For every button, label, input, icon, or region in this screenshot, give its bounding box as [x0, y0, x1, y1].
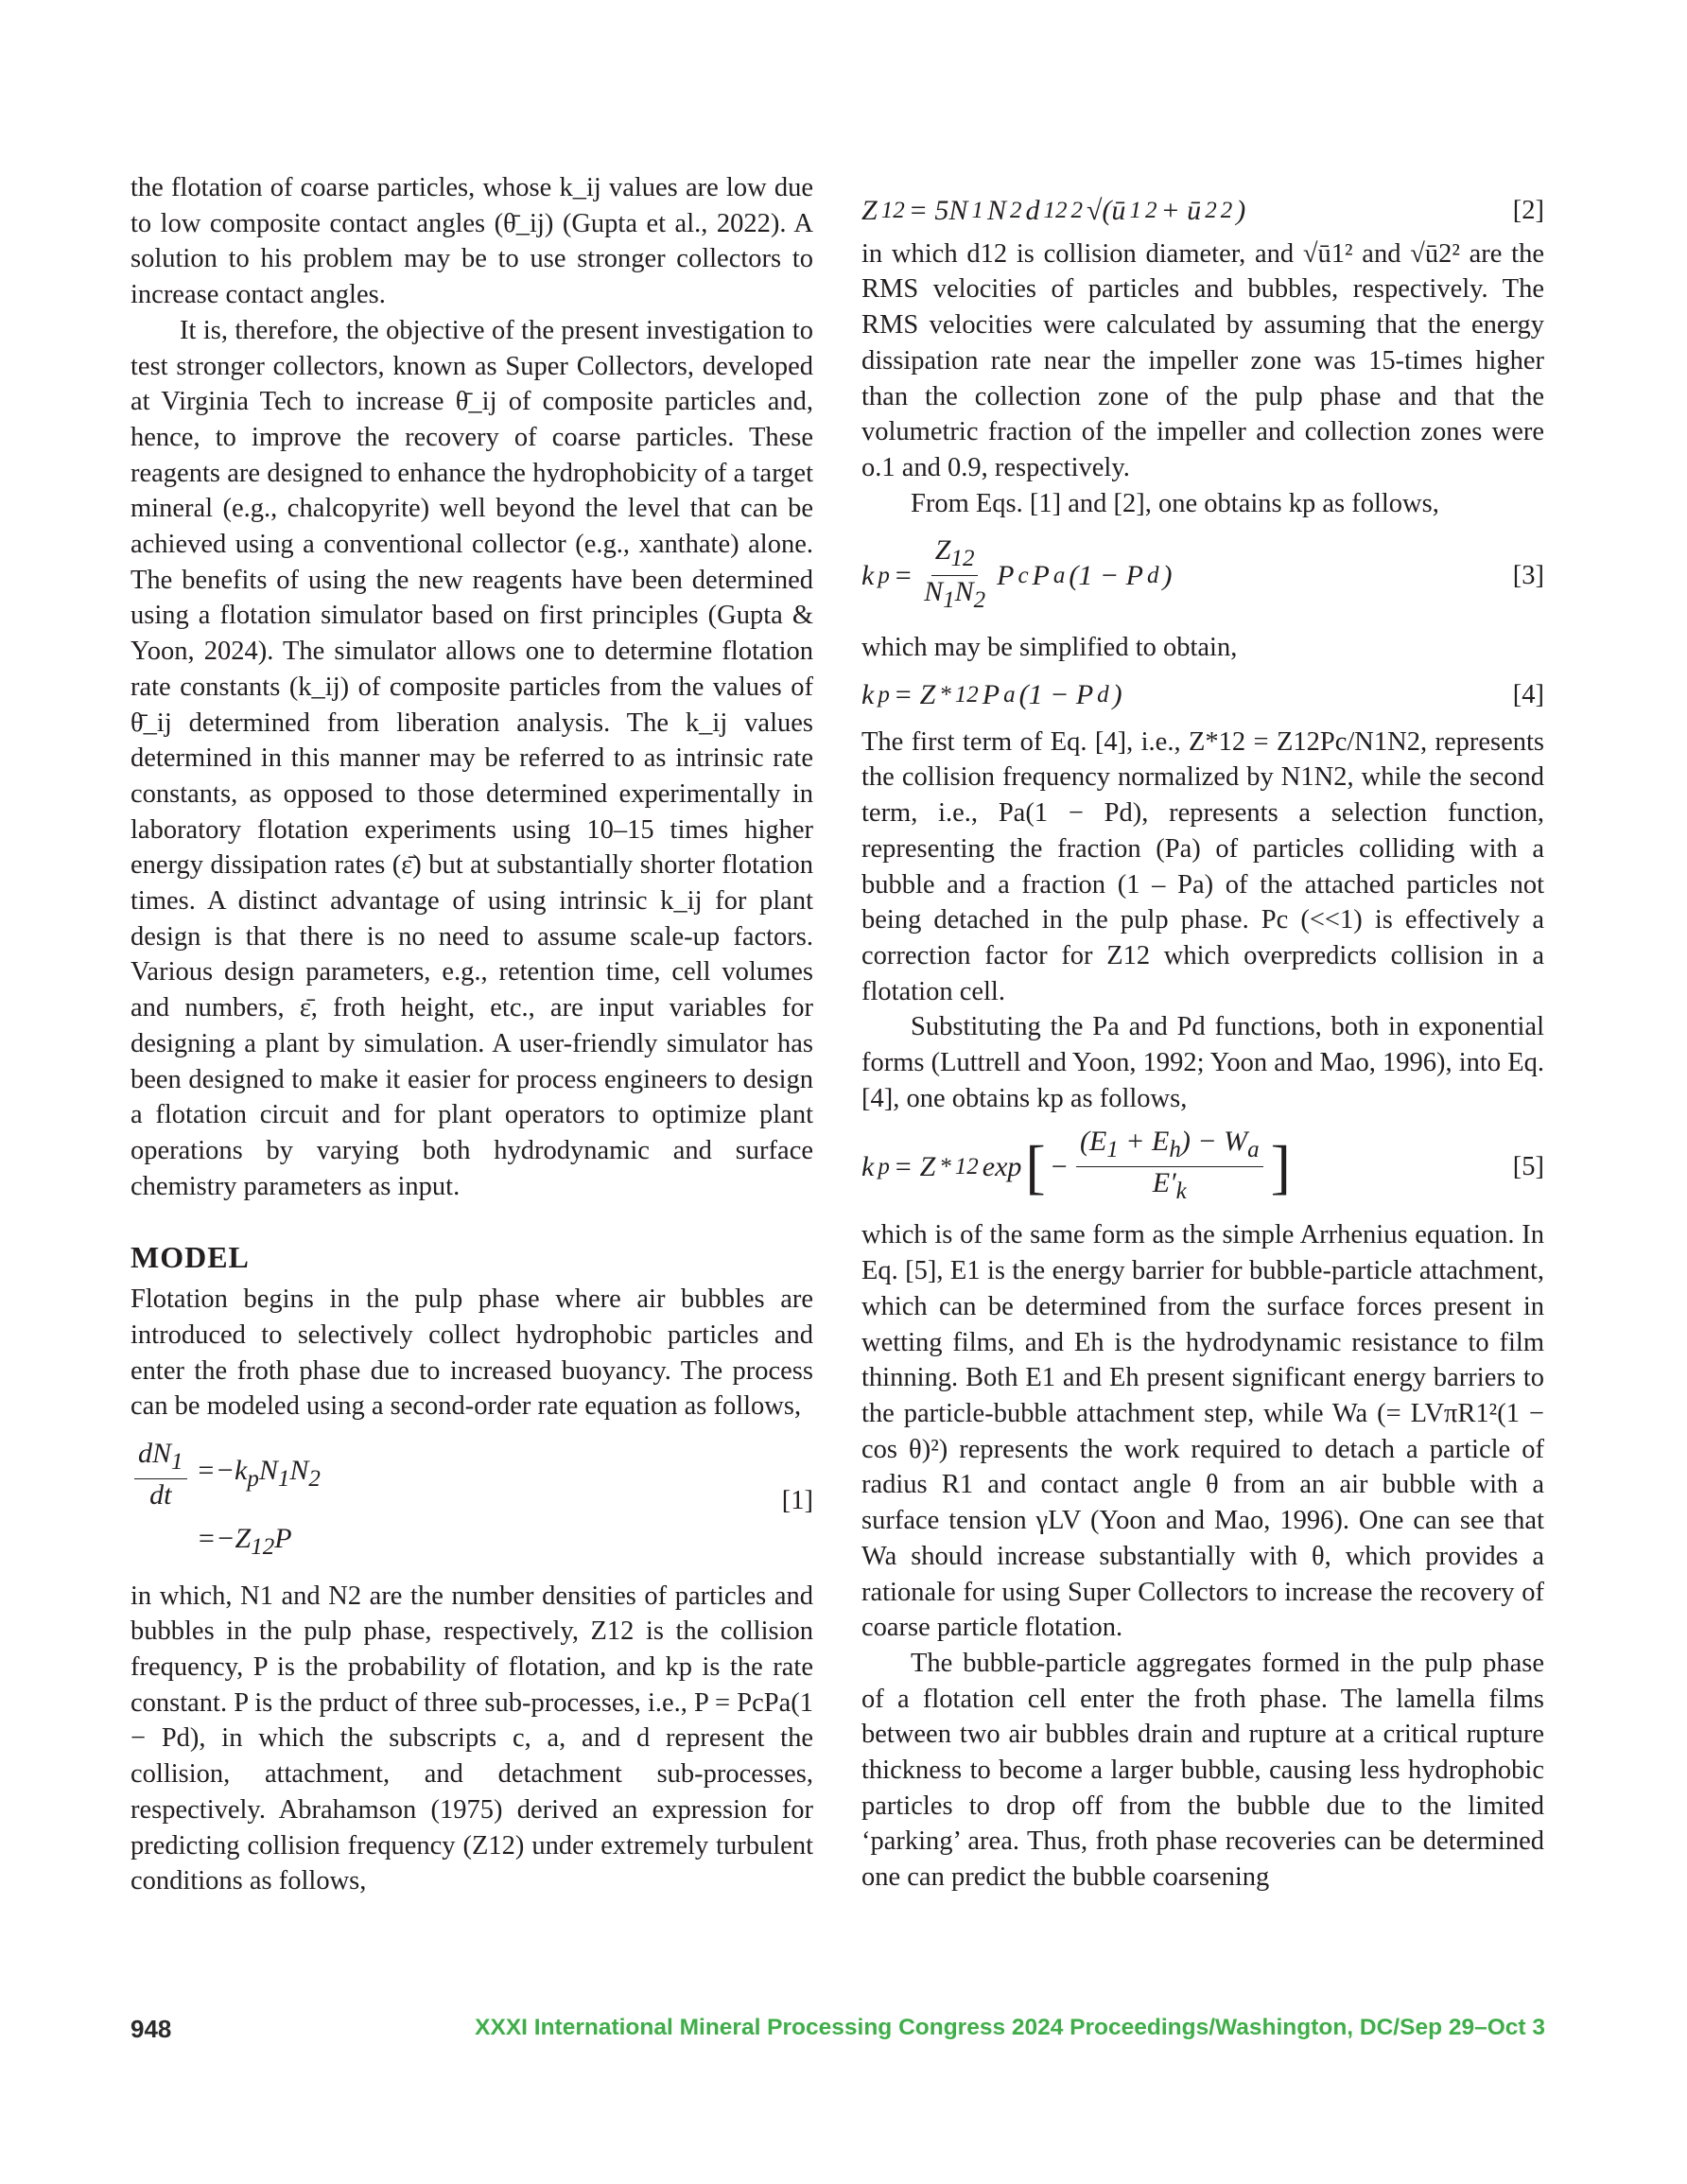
paragraph: Substituting the Pa and Pd functions, both in exponential forms (Luttrell and Yoon, 1992; Yoon and Mao, 1996), into Eq. [4], one obtains kp as follows,: [861, 1012, 1544, 1113]
paragraph: Flotation begins in the pulp phase where air bubbles are introduced to selectively collect hydrophobic particles and enter the froth phase due to increased buoyancy. The process can be modeled using a second-order rate equation as follows,: [130, 1284, 813, 1422]
equation-5: k p = Z * 12 exp [ − $\frac{(E_1 + E_h) - W_a}{E'_k}$ ] [5]: [861, 1126, 1544, 1205]
equation-1: $\frac{dN_1}{dt}$ $=-k_pN_1N_2$ $=-Z_{12}P$ [1]: [130, 1438, 813, 1565]
paragraph: It is, therefore, the objective of the present investigation to test stronger collectors, known as Super Collectors, developed at Virginia Tech to increase θ̄_ij of composite particles and, hence, to improve the recovery of coarse particles. These reagents are designed to enhance the hydrophobicity of a target mineral (e.g., chalcopyrite) well beyond the level that can be achieved using a conventional collector (e.g., xanthate) alone. The benefits of using the new reagents have been determined using a flotation simulator based on first principles (Gupta & Yoon, 2024). The simulator allows one to determine flotation rate constants (k_ij) of composite particles from the values of θ̄_ij determined from liberation analysis. The k_ij values determined in this manner may be referred to as intrinsic rate constants, as opposed to those determined experimentally in laboratory flotation experiments using 10–15 times higher energy dissipation rates (ε̄) but at substantially shorter flotation times. A distinct advantage of using intrinsic k_ij for plant design is that there is no need to assume scale-up factors. Various design parameters, e.g., retention time, cell volumes and numbers, ε̄, froth height, etc., are input variables for designing a plant by simulation. A user-friendly simulator has been designed to make it easier for process engineers to design a flotation circuit and for plant operators to optimize plant operations by varying both hydrodynamic and surface chemistry parameters as input.: [130, 315, 813, 1201]
paragraph: in which d12 is collision diameter, and √ū1² and √ū2² are the RMS velocities of particles and bubbles, respectively. The RMS velocities were calculated by assuming that the energy dissipation rate near the impeller zone was 15-times higher than the collection zone of the pulp phase and that the volumetric fraction of the impeller and collection zones were o.1 and 0.9, respectively.: [861, 238, 1544, 482]
running-footer: XXXI International Mineral Processing Congress 2024 Proceedings/Washington, DC/Sep 29–Oct 3: [475, 2015, 1545, 2040]
paragraph: which may be simplified to obtain,: [861, 633, 1238, 663]
equation-number: [1]: [781, 1486, 813, 1516]
page-number: 948: [130, 2015, 172, 2043]
left-column: [130, 170, 813, 1899]
paragraph: From Eqs. [1] and [2], one obtains kp as follows,: [911, 488, 1439, 518]
equation-2: Z 12 = 5N 1 N 2 d 12 2 √(ū 1 2 + ū 2 2 ) [2]: [861, 193, 1544, 229]
right-column: [861, 185, 1544, 1896]
section-heading: MODEL: [130, 1240, 250, 1275]
paragraph: which is of the same form as the simple Arrhenius equation. In Eq. [5], E1 is the energy barrier for bubble-particle attachment, which can be determined from the surface forces present in wetting films, and Eh is the hydrodynamic resistance to film thinning. Both E1 and Eh present significant energy barriers to the particle-bubble attachment step, while Wa (= LVπR1²(1 − cos θ)²) represents the work required to detach a particle of radius R1 and contact angle θ from an air bubble with a surface tension γLV (Yoon and Mao, 1996). One can see that Wa should increase substantially with θ, which provides a rationale for using Super Collectors to increase the recovery of coarse particle flotation.: [861, 1220, 1544, 1643]
paragraph: the flotation of coarse particles, whose k_ij values are low due to low composite contact angles (θ̄_ij) (Gupta et al., 2022). A solution to his problem may be to use stronger collectors to increase contact angles.: [130, 173, 813, 310]
paragraph: The bubble-particle aggregates formed in the pulp phase of a flotation cell enter the froth phase. The lamella films between two air bubbles drain and rupture at a critical rupture thickness to become a larger bubble, causing less hydrophobic particles to drop off from the bubble due to the limited ‘parking’ area. Thus, froth phase recoveries can be determined one can predict the bubble coarsening: [861, 1648, 1544, 1893]
equation-number: [4]: [1512, 680, 1544, 710]
equation-3: k p = $\frac{Z_{12}}{N_1N_2}$ P c P a (1 − P d ) [3]: [861, 534, 1544, 614]
equation-number: [2]: [1512, 196, 1544, 225]
equation-number: [5]: [1512, 1152, 1544, 1182]
paragraph: The first term of Eq. [4], i.e., Z*12 = Z12Pc/N1N2, represents the collision frequency normalized by N1N2, while the second term, i.e., Pa(1 − Pd), represents a selection function, representing the fraction (Pa) of particles colliding with a bubble and a fraction (1 – Pa) of the attached particles not being detached in the pulp phase. Pc (<<1) is effectively a correction factor for Z12 which overpredicts collision in a flotation cell.: [861, 726, 1544, 1006]
paragraph: in which, N1 and N2 are the number densities of particles and bubbles in the pulp phase, respectively, Z12 is the collision frequency, P is the probability of flotation, and kp is the rate constant. P is the prduct of three sub-processes, i.e., P = PcPa(1 − Pd), in which the subscripts c, a, and d represent the collision, attachment, and detachment sub-processes, respectively. Abrahamson (1975) derived an expression for predicting collision frequency (Z12) under extremely turbulent conditions as follows,: [130, 1581, 813, 1896]
equation-number: [3]: [1512, 560, 1544, 590]
equation-4: k p = Z * 12 P a (1 − P d ) [4]: [861, 677, 1544, 713]
